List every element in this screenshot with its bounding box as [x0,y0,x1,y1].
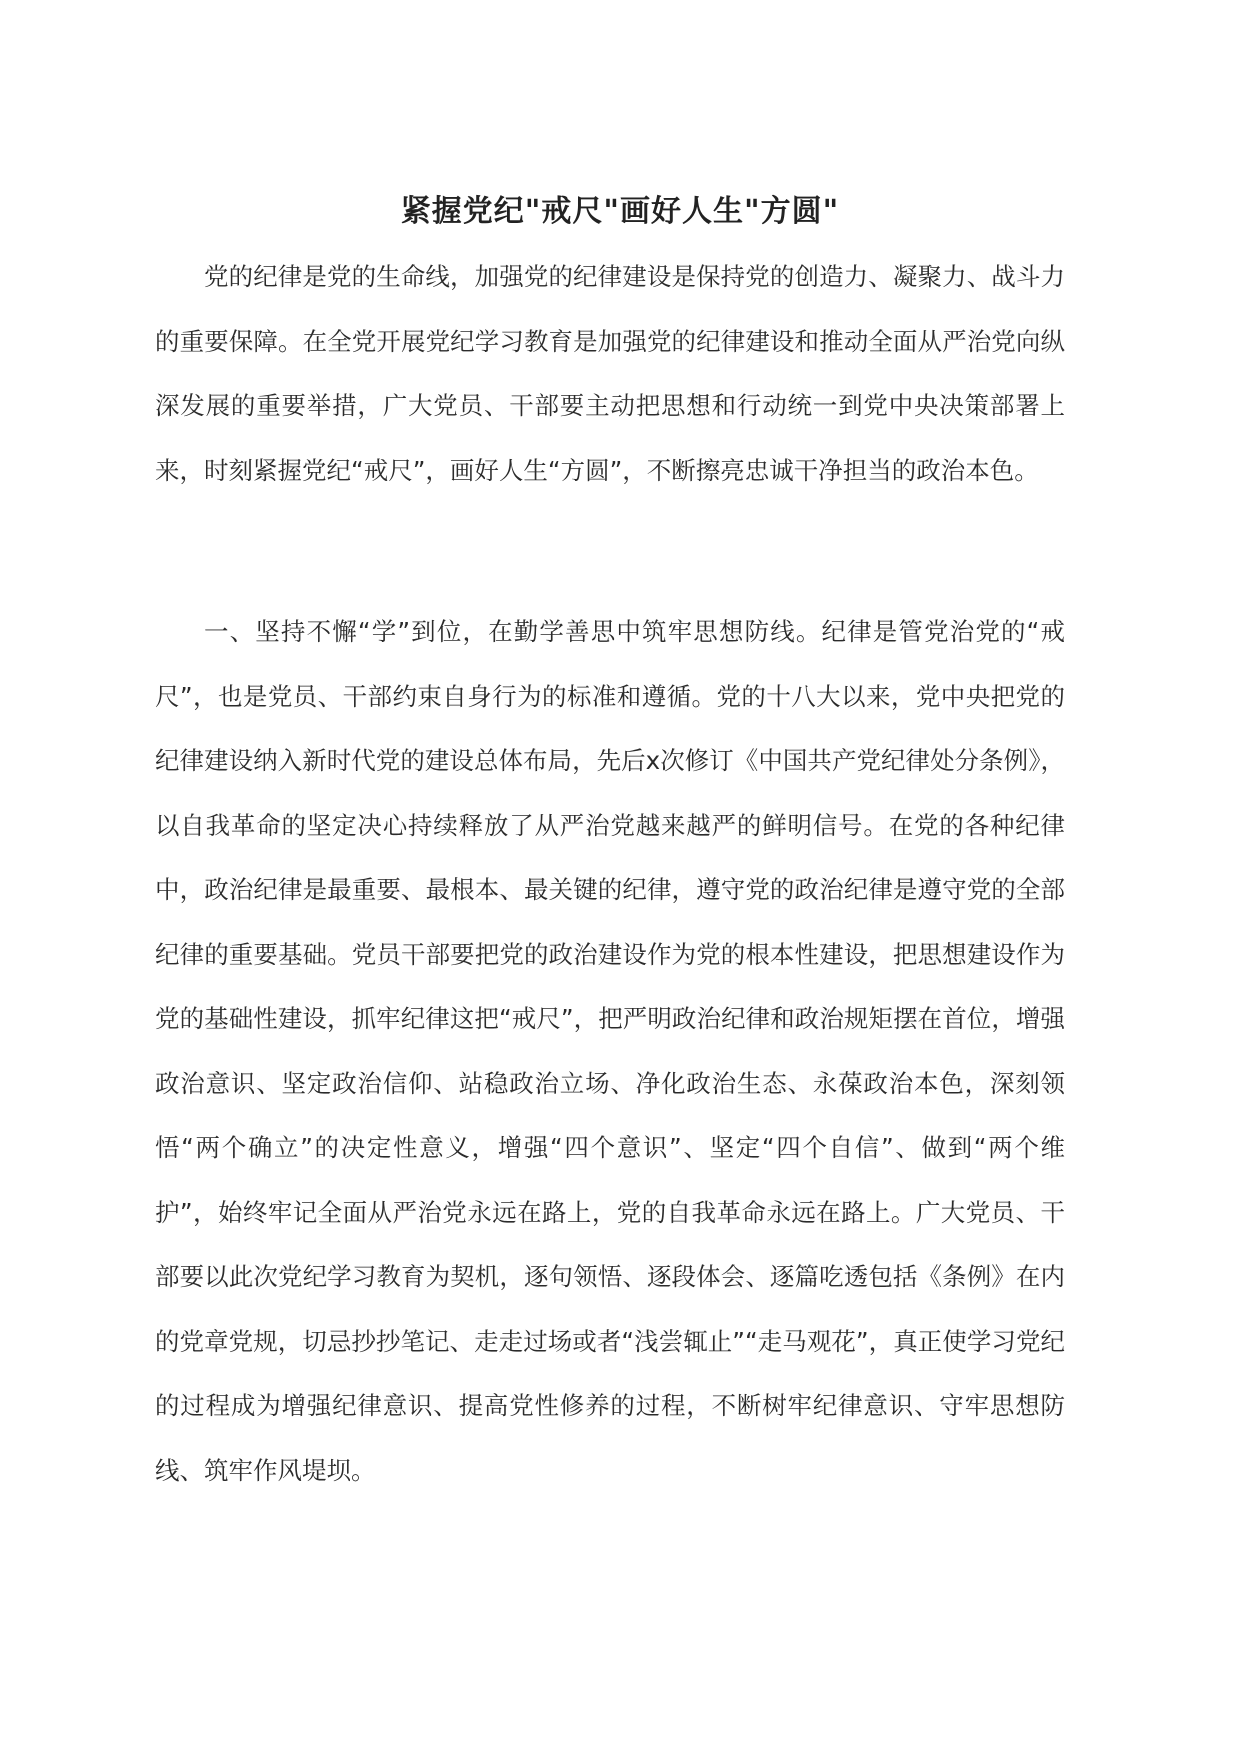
paragraph-intro: 党的纪律是党的生命线，加强党的纪律建设是保持党的创造力、凝聚力、战斗力的重要保障。在全党开展党纪学习教育是加强党的纪律建设和推动全面从严治党向纵深发展的重要举措，广大党员、干部要主动把思想和行动统一到党中央决策部署上来，时刻紧握党纪“戒尺”，画好人生“方圆”，不断擦亮忠诚干净担当的政治本色。 [155,262,1065,485]
document-title: 紧握党纪"戒尺"画好人生"方圆" [400,194,840,229]
paragraph-section-one: 一、坚持不懈“学”到位，在勤学善思中筑牢思想防线。纪律是管党治党的“戒尺”，也是党员、干部约束自身行为的标准和遵循。党的十八大以来，党中央把党的纪律建设纳入新时代党的建设总体布局，先后x次修订《中国共产党纪律处分条例》，以自我革命的坚定决心持续释放了从严治党越来越严的鲜明信号。在党的各种纪律中，政治纪律是最重要、最根本、最关键的纪律，遵守党的政治纪律是遵守党的全部纪律的重要基础。党员干部要把党的政治建设作为党的根本性建设，把思想建设作为党的基础性建设，抓牢纪律这把“戒尺”，把严明政治纪律和政治规矩摆在首位，增强政治意识、坚定政治信仰、站稳政治立场、净化政治生态、永葆政治本色，深刻领悟“两个确立”的决定性意义，增强“四个意识”、坚定“四个自信”、做到“两个维护”，始终牢记全面从严治党永远在路上，党的自我革命永远在路上。广大党员、干部要以此次党纪学习教育为契机，逐句领悟、逐段体会、逐篇吃透包括《条例》在内的党章党规，切忌抄抄笔记、走走过场或者“浅尝辄止”“走马观花”，真正使学习党纪的过程成为增强纪律意识、提高党性修养的过程，不断树牢纪律意识、守牢思想防线、筑牢作风堤坝。 [155,617,1065,1485]
